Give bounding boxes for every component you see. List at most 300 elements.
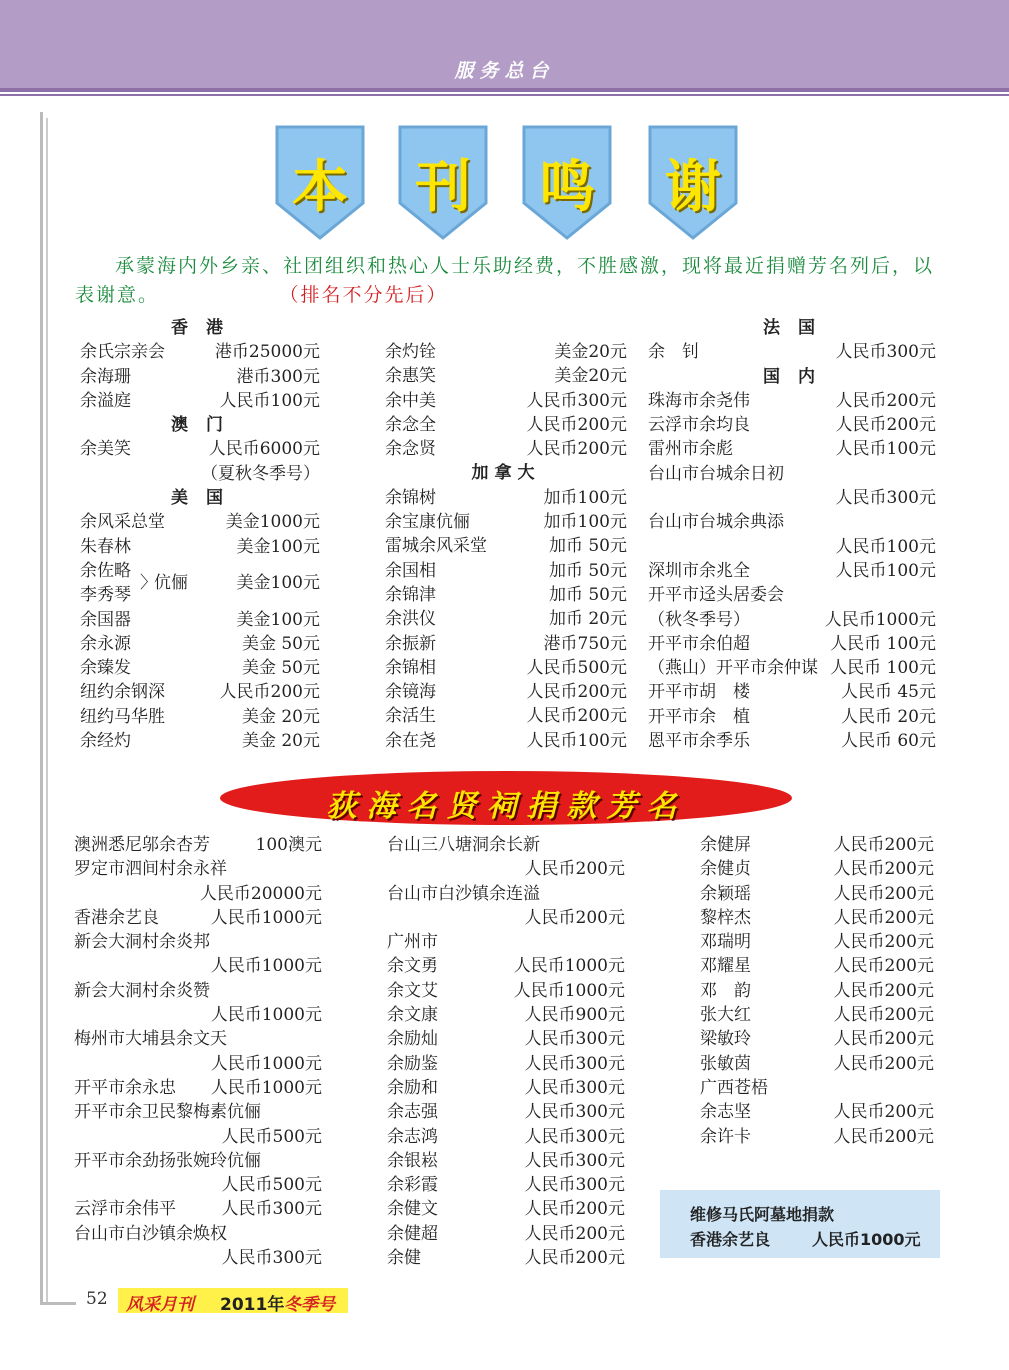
intro-paragraph — [75, 252, 945, 310]
donor-row — [385, 704, 627, 728]
donor-row — [387, 1246, 625, 1270]
donor-name: 余健贞 — [700, 859, 751, 880]
donation-amount: 人民币300元 — [524, 1077, 625, 1098]
donation-banner — [218, 770, 795, 826]
donation-amount: 人民币200元 — [526, 682, 627, 703]
donor-name: 余洪仪 — [385, 609, 436, 630]
donation-amount: 人民币200元 — [833, 1126, 934, 1147]
donor-name: 余文康 — [387, 1005, 438, 1026]
donation-amount: 加币 20元 — [548, 609, 627, 630]
donor-name: 余锦津 — [385, 584, 436, 605]
donation-amount: 人民币100元 — [835, 536, 936, 557]
donor-name: 余励鉴 — [387, 1053, 438, 1074]
donor-row — [700, 1052, 934, 1076]
donor-name: 广西苍梧 — [700, 1077, 768, 1098]
donation-amount: 人民币20000元 — [199, 883, 322, 904]
donor-row — [74, 1173, 322, 1197]
donor-row — [700, 1027, 934, 1051]
donor-row — [648, 437, 936, 461]
donor-name: 余健文 — [387, 1199, 438, 1220]
donation-amount: 人民币200元 — [835, 415, 936, 436]
donor-name: 余溢庭 — [80, 390, 131, 411]
donor-name: 余健屏 — [700, 835, 751, 855]
donation-amount: 美金20元 — [554, 342, 627, 362]
donor-row — [385, 559, 627, 583]
donation-amount: 人民币1000元 — [210, 956, 322, 977]
donation-amount: 人民币 60元 — [840, 731, 936, 752]
donor-row — [74, 954, 322, 978]
donor-name: 余银崧 — [387, 1150, 438, 1171]
donor-row — [80, 510, 320, 534]
donation-amount: 人民币200元 — [833, 859, 934, 880]
donation-amount: 人民币300元 — [526, 390, 627, 411]
donation-amount: 人民币 45元 — [840, 682, 936, 703]
donation-amount: 人民币1000元 — [513, 980, 625, 1001]
donor-name: 开平市迳头居委会 — [648, 585, 784, 606]
donor-couple — [80, 559, 131, 607]
title-char-3: 鸣 — [539, 155, 595, 220]
page-number: 52 — [86, 1289, 108, 1309]
donor-row — [80, 340, 320, 364]
donor-row — [385, 656, 627, 680]
donation-amount: 人民币300元 — [524, 1053, 625, 1074]
donation-amount: 美金 20元 — [241, 706, 320, 727]
issue-season: 冬季号 — [284, 1295, 335, 1315]
donation-amount: 人民币200元 — [833, 835, 934, 855]
donor-row — [385, 583, 627, 607]
donation-amount: 人民币300元 — [524, 1029, 625, 1050]
donor-row — [80, 559, 320, 608]
header-divider-thin — [0, 94, 1009, 96]
donor-row — [648, 389, 936, 413]
donor-row — [385, 510, 627, 534]
donor-row — [80, 365, 320, 389]
donor-name: 余健 — [387, 1248, 421, 1269]
donation-amount: 人民币200元 — [833, 956, 934, 977]
donor-name: 邓耀星 — [700, 956, 751, 977]
title-char-1: 本 — [292, 155, 348, 220]
donation-amount: 人民币6000元 — [208, 439, 320, 460]
donation-amount: 人民币200元 — [833, 1102, 934, 1123]
donor-row — [385, 340, 627, 364]
donation-amount: 人民币500元 — [526, 657, 627, 678]
section-title: 服务总台 — [454, 60, 555, 82]
donor-row — [74, 1003, 322, 1027]
donation-amount: 人民币200元 — [526, 414, 627, 435]
donor-name: 余宝康伉俪 — [385, 512, 470, 533]
donation-amount: 人民币1000元 — [210, 907, 322, 928]
repair-donation-box — [660, 1190, 940, 1258]
banner-title: 荻海名贤祠捐款芳名 — [326, 789, 687, 824]
donor-name: 余风采总堂 — [80, 512, 165, 533]
donor-row — [80, 632, 320, 656]
donor-column-1 — [80, 316, 320, 753]
donation-amount: 人民币200元 — [833, 1053, 934, 1074]
donation-amount: 港币300元 — [236, 366, 320, 387]
left-margin-rule-inner — [46, 118, 48, 1304]
donor-row — [648, 729, 936, 753]
donor-name: 李秀琴 — [80, 584, 131, 605]
donation-amount: 人民币100元 — [835, 439, 936, 460]
donation-amount: 人民币 100元 — [830, 658, 936, 679]
donor-row — [385, 607, 627, 631]
donor-row — [80, 608, 320, 632]
donor-name: 余佐略 — [80, 560, 131, 581]
donor-row — [648, 462, 936, 486]
donor-row — [700, 1076, 934, 1100]
donation-amount: 人民币300元 — [524, 1126, 625, 1147]
donor-row — [387, 1052, 625, 1076]
donation-amount: 美金100元 — [236, 572, 320, 593]
donor-row — [80, 389, 320, 413]
donor-name: 朱春林 — [80, 536, 131, 557]
magazine-name: 风采月刊 — [126, 1295, 194, 1315]
intro-text: 承蒙海内外乡亲、社团组织和热心人士乐助经费，不胜感激，现将最近捐赠芳名列后，以表谢意。 — [75, 255, 935, 306]
donor-row — [648, 632, 936, 656]
couple-tag: 伉俪 — [154, 572, 188, 593]
donor-name: 余志鸿 — [387, 1126, 438, 1147]
donation-amount: 人民币200元 — [833, 1029, 934, 1050]
donor-row — [700, 1100, 934, 1124]
donor-row — [648, 656, 936, 680]
donor-name: 余中美 — [385, 390, 436, 411]
donor-column-2 — [385, 340, 627, 753]
donor-row — [700, 1125, 934, 1149]
box-donor: 香港余艺良 — [690, 1230, 771, 1249]
donor-name: 云浮市余均良 — [648, 415, 750, 436]
donor-name: 余文勇 — [387, 956, 438, 977]
donor-row — [74, 1197, 322, 1221]
donor-name: 余灼铨 — [385, 342, 436, 362]
donor-column-6 — [700, 833, 934, 1149]
donor-row — [648, 510, 936, 534]
donor-column-4 — [74, 833, 322, 1270]
donor-name: 余彩霞 — [387, 1175, 438, 1196]
donor-row — [387, 1222, 625, 1246]
donation-amount: 美金100元 — [236, 536, 320, 557]
donor-name: （秋冬季号） — [648, 609, 750, 630]
donation-amount: 人民币100元 — [835, 560, 936, 581]
donation-amount: 人民币500元 — [221, 1126, 322, 1147]
title-shield-1 — [275, 125, 365, 240]
donor-row — [700, 954, 934, 978]
donor-name: 梅州市大埔县余文天 — [74, 1029, 227, 1050]
donor-row — [648, 680, 936, 704]
brace-icon: 〉 — [140, 572, 157, 593]
donation-amount: 美金 50元 — [241, 633, 320, 654]
donor-name: 云浮市余伟平 — [74, 1199, 176, 1220]
donor-name: 台山市白沙镇余焕权 — [74, 1223, 227, 1244]
donor-name: 雷州市余彪 — [648, 439, 733, 460]
donor-name: 余励灿 — [387, 1029, 438, 1050]
donor-name: 余许卡 — [700, 1126, 751, 1147]
donor-name: 澳洲悉尼邬余杏芳 — [74, 835, 210, 855]
donor-name: 余锦相 — [385, 657, 436, 678]
donor-name: 纽约余钢深 — [80, 682, 165, 703]
donor-name: 开平市余卫民黎梅素伉俪 — [74, 1102, 261, 1123]
donor-name: 开平市胡 楼 — [648, 682, 750, 703]
donation-amount: 加币100元 — [543, 512, 627, 533]
donation-amount: 人民币300元 — [221, 1248, 322, 1269]
donor-row — [74, 1076, 322, 1100]
donor-row — [387, 979, 625, 1003]
donor-row — [385, 389, 627, 413]
donation-amount: 人民币300元 — [835, 342, 936, 363]
donor-name: 台山市白沙镇余连溢 — [387, 883, 540, 904]
donor-name: 开平市余永忠 — [74, 1077, 176, 1098]
footer-band — [118, 1288, 348, 1313]
donation-amount: 人民币300元 — [524, 1150, 625, 1171]
donor-row — [74, 1125, 322, 1149]
donation-amount: 100澳元 — [255, 835, 322, 855]
donor-name: 台山三八塘洞余长新 — [387, 835, 540, 855]
donor-row — [700, 882, 934, 906]
donor-row — [648, 535, 936, 559]
donation-amount: 美金 50元 — [241, 658, 320, 679]
donor-name: 余臻发 — [80, 658, 131, 679]
donor-row — [80, 729, 320, 753]
donation-amount: 人民币200元 — [524, 1248, 625, 1269]
donation-amount: 人民币300元 — [835, 488, 936, 509]
region-heading: 澳 门 — [171, 415, 229, 436]
title-char-4: 谢 — [665, 155, 721, 220]
donor-row — [74, 979, 322, 1003]
donation-amount: 港币25000元 — [214, 342, 320, 363]
donor-row — [700, 930, 934, 954]
donor-row — [74, 857, 322, 881]
region-heading: 加拿大 — [471, 463, 541, 484]
donation-amount: 港币750元 — [543, 633, 627, 654]
donor-row — [387, 882, 625, 906]
donor-name: 余锦树 — [385, 487, 436, 508]
donor-name: 余国相 — [385, 560, 436, 581]
donor-row — [648, 705, 936, 729]
donor-name: 新会大洞村余炎邦 — [74, 932, 210, 953]
donation-amount: 人民币 100元 — [830, 633, 936, 654]
donor-row — [385, 364, 627, 388]
header-divider — [0, 88, 1009, 92]
donation-amount: 人民币200元 — [526, 439, 627, 460]
donor-name: 开平市余劲扬张婉玲伉俪 — [74, 1150, 261, 1171]
donor-row — [648, 583, 936, 607]
donor-row — [385, 437, 627, 461]
donor-row — [387, 906, 625, 930]
donor-row — [387, 1003, 625, 1027]
donor-name: 余美笑 — [80, 439, 131, 460]
donor-name: （燕山）开平市余仲谋 — [648, 658, 818, 679]
footer-rule — [40, 1302, 76, 1305]
donor-row — [385, 486, 627, 510]
donor-name: 余文艾 — [387, 980, 438, 1001]
donor-column-3 — [648, 316, 936, 753]
donor-row — [80, 437, 320, 461]
donor-row — [74, 1027, 322, 1051]
donor-name: 余在尧 — [385, 730, 436, 751]
donation-amount: 加币100元 — [543, 487, 627, 508]
donation-amount: 人民币200元 — [524, 1223, 625, 1244]
donor-row — [700, 833, 934, 857]
donor-name: 黎梓杰 — [700, 907, 751, 928]
donation-amount: 人民币 20元 — [840, 706, 936, 727]
donor-name: 珠海市余尧伟 — [648, 390, 750, 411]
donor-column-5 — [387, 833, 625, 1270]
donor-name: 余 钊 — [648, 342, 699, 363]
region-heading: 国 内 — [763, 366, 821, 387]
donor-name: 纽约马华胜 — [80, 706, 165, 727]
donation-amount: 人民币300元 — [524, 1175, 625, 1196]
donor-name: 余志坚 — [700, 1102, 751, 1123]
donor-row — [387, 954, 625, 978]
donation-amount: 人民币200元 — [833, 883, 934, 904]
donor-name: 罗定市泗间村余永祥 — [74, 859, 227, 880]
donor-name: 余永源 — [80, 633, 131, 654]
donation-amount: 人民币200元 — [524, 859, 625, 880]
region-heading: 香 港 — [171, 318, 229, 338]
donor-row — [387, 1197, 625, 1221]
donation-amount: 人民币1000元 — [210, 1053, 322, 1074]
donor-name: 广州市 — [387, 932, 438, 953]
donor-name: 台山市台城余典添 — [648, 512, 784, 533]
donation-amount: 人民币200元 — [524, 1199, 625, 1220]
donation-amount: 美金100元 — [236, 609, 320, 630]
donor-name: 余志强 — [387, 1102, 438, 1123]
donor-row — [385, 534, 627, 558]
donation-amount: 美金20元 — [554, 366, 627, 387]
region-heading: 法 国 — [763, 318, 821, 338]
donor-name: 张大红 — [700, 1005, 751, 1026]
donation-amount: 人民币200元 — [833, 1005, 934, 1026]
donation-amount: 人民币100元 — [219, 390, 320, 411]
donor-row — [387, 1125, 625, 1149]
donation-amount: 人民币300元 — [524, 1102, 625, 1123]
title-shield-4 — [648, 125, 738, 240]
intro-note: （排名不分先后） — [289, 284, 448, 306]
donor-row — [648, 486, 936, 510]
donor-name: 张敏茵 — [700, 1053, 751, 1074]
donor-name: 邓瑞明 — [700, 932, 751, 953]
donation-amount: 人民币500元 — [221, 1175, 322, 1196]
donation-amount: 美金 20元 — [241, 731, 320, 752]
donor-row — [700, 857, 934, 881]
donor-row — [700, 906, 934, 930]
donor-row — [700, 979, 934, 1003]
donor-row — [74, 1222, 322, 1246]
donor-row — [387, 1076, 625, 1100]
donor-name: 余念全 — [385, 414, 436, 435]
donor-row — [74, 1100, 322, 1124]
donor-name: 邓 韵 — [700, 980, 751, 1001]
donation-amount: 人民币200元 — [526, 706, 627, 727]
donor-row — [385, 413, 627, 437]
title-shield-3 — [522, 125, 612, 240]
donor-row — [74, 1052, 322, 1076]
donor-name: 香港余艺良 — [74, 907, 159, 928]
donor-name: 余振新 — [385, 633, 436, 654]
donation-amount: 人民币300元 — [221, 1199, 322, 1220]
donor-row — [74, 930, 322, 954]
donation-amount: 人民币200元 — [833, 980, 934, 1001]
donor-name: 台山市台城余日初 — [648, 463, 784, 484]
donation-amount: （夏秋冬季号） — [201, 463, 320, 484]
donor-name: 余氏宗亲会 — [80, 342, 165, 363]
donation-amount: 加币 50元 — [548, 560, 627, 581]
donation-amount: 人民币1000元 — [210, 1077, 322, 1098]
donor-row — [648, 340, 936, 364]
donor-row — [80, 705, 320, 729]
donor-name: 余国器 — [80, 609, 131, 630]
box-title: 维修马氏阿墓地捐款 — [690, 1205, 835, 1224]
donor-row — [387, 857, 625, 881]
donor-name: 新会大洞村余炎赞 — [74, 980, 210, 1001]
title-shield-2 — [398, 125, 488, 240]
donor-name: 梁敏玲 — [700, 1029, 751, 1050]
donor-row — [385, 632, 627, 656]
donation-amount: 人民币200元 — [833, 907, 934, 928]
donor-row — [74, 1149, 322, 1173]
donor-row — [80, 535, 320, 559]
donor-name: 深圳市余兆全 — [648, 560, 750, 581]
donor-name: 开平市余 植 — [648, 706, 750, 727]
donor-row — [648, 608, 936, 632]
donor-row — [80, 680, 320, 704]
donor-row — [648, 413, 936, 437]
donation-amount: 人民币200元 — [219, 682, 320, 703]
donor-row — [387, 1173, 625, 1197]
donor-name: 开平市余伯超 — [648, 633, 750, 654]
donor-row — [80, 462, 320, 486]
donor-name: 余励和 — [387, 1077, 438, 1098]
donor-name: 余活生 — [385, 706, 436, 727]
donor-name: 恩平市余季乐 — [648, 731, 750, 752]
donor-name: 余念贤 — [385, 439, 436, 460]
donor-row — [74, 906, 322, 930]
donor-row — [74, 1246, 322, 1270]
donor-row — [74, 833, 322, 857]
title-char-2: 刊 — [415, 155, 471, 220]
donation-amount: 美金1000元 — [225, 512, 320, 533]
donor-row — [385, 680, 627, 704]
donor-row — [387, 1027, 625, 1051]
donation-amount: 人民币200元 — [833, 932, 934, 953]
donor-row — [387, 930, 625, 954]
donation-amount: 人民币200元 — [835, 390, 936, 411]
donor-name: 余颖瑶 — [700, 883, 751, 904]
donation-amount: 人民币900元 — [524, 1005, 625, 1026]
region-heading: 美 国 — [171, 488, 229, 509]
donor-row — [387, 1149, 625, 1173]
donor-name: 雷城余风采堂 — [385, 536, 487, 557]
donor-row — [80, 656, 320, 680]
donor-row — [385, 729, 627, 753]
donor-row — [387, 833, 625, 857]
donor-row — [700, 1003, 934, 1027]
donor-row — [74, 882, 322, 906]
donor-name: 余海珊 — [80, 366, 131, 387]
donor-name: 余经灼 — [80, 731, 131, 752]
donation-amount: 加币 50元 — [548, 584, 627, 605]
donation-amount: 人民币1000元 — [210, 1005, 322, 1026]
donor-row — [387, 1100, 625, 1124]
donor-name: 余健超 — [387, 1223, 438, 1244]
issue-year: 2011年 — [220, 1295, 285, 1315]
donor-name: 余惠笑 — [385, 366, 436, 387]
donor-row — [648, 559, 936, 583]
donation-amount: 人民币1000元 — [513, 956, 625, 977]
donation-amount: 人民币100元 — [526, 730, 627, 751]
donor-name: 余镜海 — [385, 682, 436, 703]
donation-amount: 人民币1000元 — [824, 609, 936, 630]
donation-amount: 加币 50元 — [548, 536, 627, 557]
